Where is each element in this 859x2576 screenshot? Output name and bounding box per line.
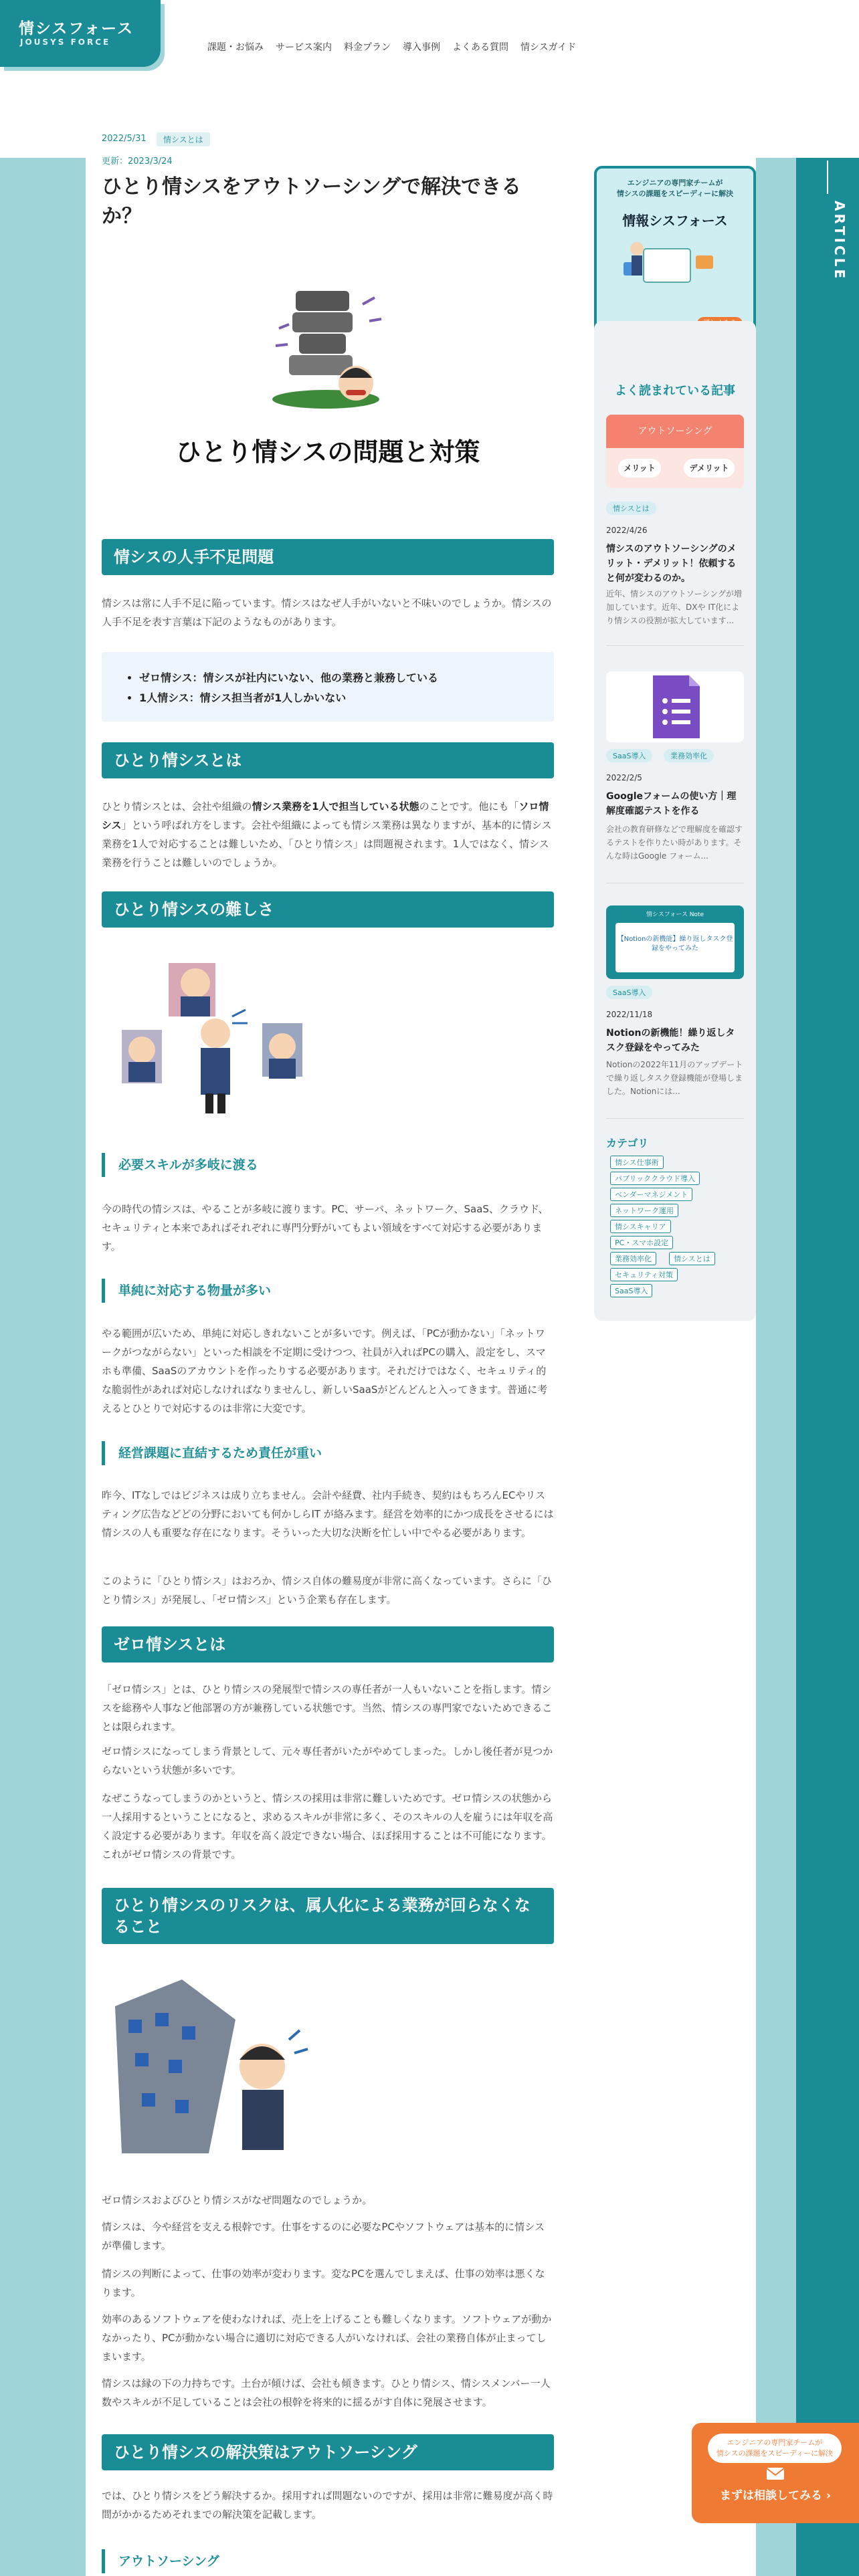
background-band-right <box>796 158 859 2576</box>
list-item: • 1人情シス：情シス担当者が1人しかいない <box>139 688 554 708</box>
paragraph-skills: 今の時代の情シスは、やることが多岐に渡ります。PC、サーバ、ネットワーク、SaaS、クラウド、セキュリティと本来であればそれぞれに専門分野がいてもよい領域をすべて対応する必要があります。 <box>102 1203 549 1253</box>
site-logo[interactable] <box>0 0 161 67</box>
background-band-right-light <box>756 158 796 2576</box>
cta-button[interactable] <box>692 2486 859 2502</box>
paragraph-volume: やる範囲が広いため、単純に対応しきれないことが多いです。例えば、「PCが動かない」「ネットワークがつながらない」といった相談を不定期に受けつつ、社員が入ればPCの購入、設定をし、スマホも準備、SaaSのアカウントを作ったりする必要があります。それだけではなく、セキュリティ的な脆弱性があれば対応しなければなりませんし、新しいSaaSがどんどんと入ってきます。普通に考えるとひとりで対応するのは非常に大変です。 <box>102 1327 548 1414</box>
nav-item-issues[interactable]: 課題・お悩み <box>207 42 264 53</box>
category-tag[interactable]: 情シスとは <box>669 1252 715 1265</box>
nav-item-guide[interactable]: 情シスガイド <box>520 42 577 53</box>
cta-message <box>708 2434 842 2463</box>
paragraph-risk-2: 情シスは、今や経営を支える根幹です。仕事をするのに必要なPCやソフトウェアは基本的に情シスが準備します。 <box>102 2221 545 2252</box>
mail-icon <box>766 2467 785 2480</box>
post-divider <box>606 645 744 646</box>
paragraph-solution: では、ひとり情シスをどう解決するか。採用すれば問題ないのですが、採用は非常に難易度が高く時間がかかるためそれまでの解決策を記載します。 <box>102 2490 553 2520</box>
paragraph-hitori: ひとり情シスとは、会社や組織の情シス業務を1人で担当している状態のことです。他にも「ソロ情シス」という呼ばれ方をします。会社や組織によっても情シス業務は異なりますが、基本的に情シス業務を1人で対応することは難しいため、「ひとり情シス」は問題視されます。1人ではなく、情シス業務を行うことは難しいのでしょうか。 <box>102 800 552 869</box>
post-title[interactable]: 情シスのアウトソーシングのメリット・デメリット！依頼すると何が変わるのか。 <box>606 544 737 584</box>
google-forms-icon <box>606 671 744 742</box>
post-title[interactable]: Notionの新機能！繰り返しタスク登録をやってみた <box>606 1028 735 1053</box>
post-excerpt: Notionの2022年11月のアップデートで繰り返しタスク登録機能が登場しました。Notionには... <box>606 1060 743 1096</box>
hero-caption: ひとり情シスの問題と対策 <box>175 437 480 467</box>
nav-item-services[interactable]: サービス案内 <box>276 42 332 53</box>
heading-outsourcing: アウトソーシング <box>102 2549 554 2573</box>
collapse-illustration <box>102 1966 316 2167</box>
heading-shortage: 情シスの人手不足問題 <box>102 539 554 575</box>
thumb-head: 情シスフォース Note <box>646 911 704 918</box>
cta-line-1: エンジニアの専門家チームが <box>727 2438 823 2447</box>
paragraph-risk-1: ゼロ情シスおよびひとり情シスがなぜ問題なのでしょうか。 <box>102 2194 373 2206</box>
post-divider <box>606 1118 744 1119</box>
global-nav <box>207 40 576 53</box>
post-date: 2022/4/26 <box>606 526 648 535</box>
article-side-label: ARTICLE <box>832 201 848 282</box>
paragraph-zero-2: ゼロ情シスになってしまう背景として、元々専任者がいたがやめてしまった。しかし後任者が見つからないという状態が多いです。 <box>102 1745 553 1776</box>
post-tag[interactable]: 情シスとは <box>606 502 656 515</box>
busy-office-illustration <box>102 956 316 1117</box>
thumb-demerit: デメリット <box>684 459 735 477</box>
category-tag[interactable]: セキュリティ対策 <box>610 1268 678 1281</box>
article-date: 2022/5/31 <box>102 134 147 144</box>
thumb-merit: メリット <box>618 459 661 477</box>
consult-cta[interactable] <box>692 2423 859 2523</box>
heading-hitori: ひとり情シスとは <box>102 742 554 778</box>
post-tag[interactable]: SaaS導入 <box>606 986 652 999</box>
heading-difficulty: ひとり情シスの難しさ <box>102 891 554 928</box>
paragraph-risk-3: 情シスの判断によって、仕事の効率が変わります。変なPCを選んでしまえば、仕事の効率は悪くなります。 <box>102 2268 545 2298</box>
promo-banner[interactable] <box>594 166 756 344</box>
category-tag[interactable]: 業務効率化 <box>610 1252 656 1265</box>
paragraph-zero-3: なぜこうなってしまうのかというと、情シスの採用は非常に難しいためです。ゼロ情シスの状態から一人採用するということになると、求めるスキルが非常に多く、そのスキルの人を雇うには年収を高く設定する必要があります。年収を高く設定できない場合、ほぼ採用することは不可能になります。これがゼロ情シスの背景です。 <box>102 1792 553 1860</box>
heading-skills: 必要スキルが多岐に渡る <box>102 1153 554 1177</box>
article-category-tag[interactable]: 情シスとは <box>157 132 210 146</box>
paragraph-shortage: 情シスは常に人手不足に陥っています。情シスはなぜ人手がいないと不味いのでしょうか。情シスの人手不足を表す言葉は下記のようなものがあります。 <box>102 597 552 628</box>
paragraph-risk-4: 効率のあるソフトウェアを使わなければ、売上を上げることも難しくなります。ソフトウェアが動かなかったり、PCが動かない場合に適切に対応できる人がいなければ、会社の業務自体が止まってしまいます。 <box>102 2313 552 2363</box>
heading-solution: ひとり情シスの解決策はアウトソーシング <box>102 2434 554 2470</box>
promo-title: 情報シスフォース <box>622 213 728 229</box>
article-title: ひとり情シスをアウトソーシングで解決できるか？ <box>102 175 522 228</box>
logo-subtitle: JOUSYS FORCE <box>20 37 111 47</box>
category-tag[interactable]: PC・スマホ設定 <box>610 1236 673 1249</box>
arrow-right-icon: › <box>826 2489 831 2502</box>
shortage-list-box <box>102 652 554 722</box>
logo-title: 情シスフォース <box>19 20 134 37</box>
category-tag[interactable]: ネットワーク運用 <box>610 1204 678 1217</box>
category-tag[interactable]: 情シス仕事術 <box>610 1156 664 1169</box>
thumb-text: 【Notionの新機能】繰り返しタスク登録をやってみた <box>615 923 735 972</box>
popular-heading: よく読まれている記事 <box>615 384 735 398</box>
cta-line-2: 情シスの課題をスピーディーに解決 <box>716 2449 834 2458</box>
nav-item-cases[interactable]: 導入事例 <box>403 42 440 53</box>
cta-button-label: まずは相談してみる <box>720 2489 823 2502</box>
article-side-line <box>827 160 828 194</box>
post-title[interactable]: Googleフォームの使い方｜理解度確認テストを作る <box>606 791 737 817</box>
post-excerpt: 近年、情シスのアウトソーシングが増加しています。近年、DXや IT化により情シスの役割が拡大しています... <box>606 589 742 625</box>
nav-item-faq[interactable]: よくある質問 <box>452 42 508 53</box>
category-tag[interactable]: SaaS導入 <box>610 1284 652 1297</box>
paragraph-risk-5: 情シスは縁の下の力持ちです。土台が傾けば、会社も傾きます。ひとり情シス、情シスメンバー一人数やスキルが不足していることは会社の根幹を将来的に揺るがす自体に発展させます。 <box>102 2377 551 2408</box>
nav-item-pricing[interactable]: 料金プラン <box>344 42 391 53</box>
thumb-label: アウトソーシング <box>606 415 744 448</box>
paragraph-zero-1: 「ゼロ情シス」とは、ひとり情シスの発展型で情シスの専任者が一人もいないことを指します。情シスを総務や人事など他部署の方が兼務している状態です。当然、情シスの専門家でないためできることは限られます。 <box>102 1683 553 1733</box>
post-tag[interactable]: 業務効率化 <box>664 749 714 762</box>
category-tag[interactable]: ベンダーマネジメント <box>610 1188 692 1201</box>
heading-zero: ゼロ情シスとは <box>102 1626 554 1662</box>
post-date: 2022/11/18 <box>606 1010 653 1019</box>
paragraph-responsibility-1: 昨今、ITなしではビジネスは成り立ちません。会計や経費、社内手続き、契約はもちろんECやリスティング広告などどの分野においても何かしらIT が絡みます。経営を効率的にかつ成長をさせるには情シスの人も重要な存在になります。そういった大切な決断を忙しい中でやる必要があります。 <box>102 1489 554 1539</box>
article-updated: 更新：2023/3/24 <box>102 156 173 167</box>
category-tag[interactable]: 情シスキャリア <box>610 1220 671 1233</box>
post-thumbnail[interactable] <box>606 905 744 979</box>
promo-illustration <box>617 235 724 302</box>
paragraph-responsibility-2: このように「ひとり情シス」はおろか、情シス自体の難易度が非常に高くなっています。さらに「ひとり情シス」が発展し、「ゼロ情シス」という企業も存在します。 <box>102 1575 552 1606</box>
category-tag[interactable]: パブリッククラウド導入 <box>610 1172 700 1185</box>
hero-illustration <box>262 284 396 418</box>
promo-line-2: 情シスの課題をスピーディーに解決 <box>616 189 734 198</box>
post-excerpt: 会社の教育研修などで理解度を確認するテストを作りたい時があります。そんな時はGoogle フォーム... <box>606 825 743 861</box>
post-tag[interactable]: SaaS導入 <box>606 749 652 762</box>
heading-risk: ひとり情シスのリスクは、属人化による業務が回らなくなること <box>102 1888 554 1944</box>
promo-line-1: エンジニアの専門家チームが <box>627 179 723 187</box>
post-thumbnail[interactable] <box>606 415 744 488</box>
list-item: • ゼロ情シス：情シスが社内にいない、他の業務と兼務している <box>139 668 554 688</box>
heading-volume: 単純に対応する物量が多い <box>102 1279 554 1303</box>
post-thumbnail[interactable] <box>606 671 744 742</box>
category-heading: カテゴリ <box>606 1137 649 1150</box>
heading-responsibility: 経営課題に直結するため責任が重い <box>102 1441 554 1465</box>
post-date: 2022/2/5 <box>606 773 642 782</box>
